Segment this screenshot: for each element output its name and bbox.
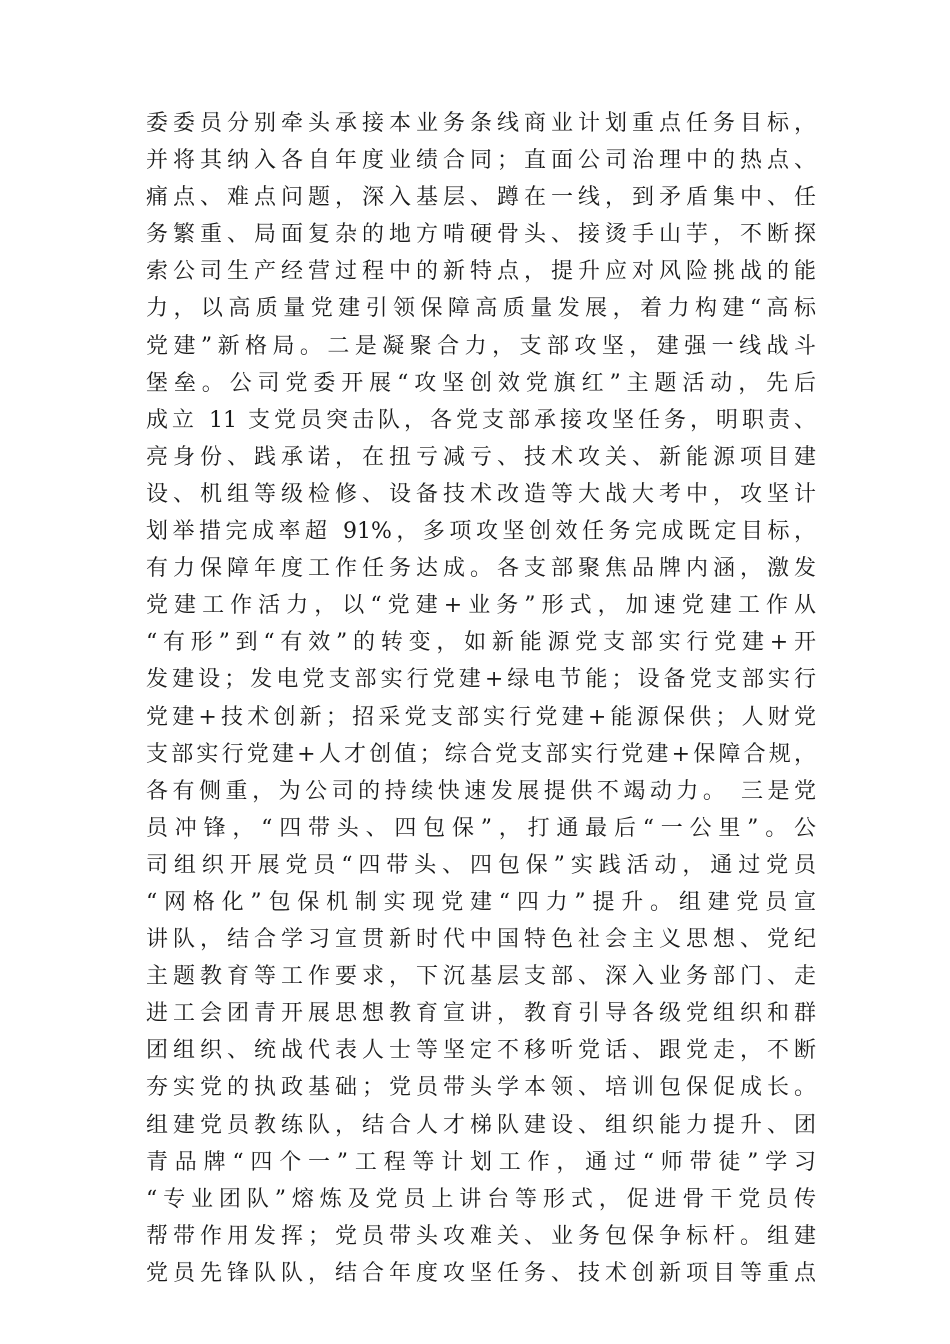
text-line: 各有侧重，为公司的持续快速发展提供不竭动力。 三是党 [146, 778, 816, 804]
text-line: 组建党员教练队，结合人才梯队建设、组织能力提升、团 [146, 1112, 816, 1138]
text-line: 发建设；发电党支部实行党建+绿电节能；设备党支部实行 [146, 667, 816, 693]
text-line: 进工会团青开展思想教育宣讲，教育引导各级党组织和群 [146, 1001, 816, 1027]
text-line: 团组织、统战代表人士等坚定不移听党话、跟党走，不断 [146, 1038, 816, 1064]
text-line: 党建工作活力，以“党建+业务”形式，加速党建工作从 [146, 593, 816, 619]
text-line: 党建”新格局。二是凝聚合力，支部攻坚，建强一线战斗 [146, 333, 816, 359]
text-line: 成立 11 支党员突击队，各党支部承接攻坚任务，明职责、 [146, 407, 816, 433]
text-line: 党建+技术创新；招采党支部实行党建+能源保供；人财党 [146, 704, 816, 730]
text-line: 夯实党的执政基础；党员带头学本领、培训包保促成长。 [146, 1075, 816, 1101]
text-line: “网格化”包保机制实现党建“四力”提升。组建党员宣 [146, 889, 816, 915]
text-line: “专业团队”熔炼及党员上讲台等形式，促进骨干党员传 [146, 1186, 816, 1212]
text-line: 设、机组等级检修、设备技术改造等大战大考中，攻坚计 [146, 481, 816, 507]
text-line: 堡垒。公司党委开展“攻坚创效党旗红”主题活动，先后 [146, 370, 816, 396]
text-line: 青品牌“四个一”工程等计划工作，通过“师带徒”学习 [146, 1149, 816, 1175]
text-line: 司组织开展党员“四带头、四包保”实践活动，通过党员 [146, 852, 816, 878]
text-line: 索公司生产经营过程中的新特点，提升应对风险挑战的能 [146, 259, 816, 285]
text-line: 讲队，结合学习宣贯新时代中国特色社会主义思想、党纪 [146, 927, 816, 953]
text-line: 员冲锋，“四带头、四包保”，打通最后“一公里”。公 [146, 815, 816, 841]
text-line: 委委员分别牵头承接本业务条线商业计划重点任务目标， [146, 111, 816, 136]
text-line: 亮身份、践承诺，在扭亏减亏、技术攻关、新能源项目建 [146, 444, 816, 470]
text-line: 支部实行党建+人才创值；综合党支部实行党建+保障合规， [146, 741, 816, 767]
text-line: 力，以高质量党建引领保障高质量发展，着力构建“高标 [146, 296, 816, 322]
text-line: 务繁重、局面复杂的地方啃硬骨头、接烫手山芋，不断探 [146, 222, 816, 248]
text-line: 并将其纳入各自年度业绩合同；直面公司治理中的热点、 [146, 148, 816, 174]
body-text [146, 105, 816, 1292]
text-line: 主题教育等工作要求，下沉基层支部、深入业务部门、走 [146, 964, 816, 990]
text-line: 划举措完成率超 91%，多项攻坚创效任务完成既定目标， [146, 519, 816, 545]
text-line: 党员先锋队队，结合年度攻坚任务、技术创新项目等重点 [146, 1260, 816, 1286]
text-line: 有力保障年度工作任务达成。各支部聚焦品牌内涵，激发 [146, 556, 816, 582]
text-line: “有形”到“有效”的转变，如新能源党支部实行党建+开 [146, 630, 816, 656]
text-line: 痛点、难点问题，深入基层、蹲在一线，到矛盾集中、任 [146, 185, 816, 211]
text-line: 帮带作用发挥；党员带头攻难关、业务包保争标杆。组建 [146, 1223, 816, 1249]
